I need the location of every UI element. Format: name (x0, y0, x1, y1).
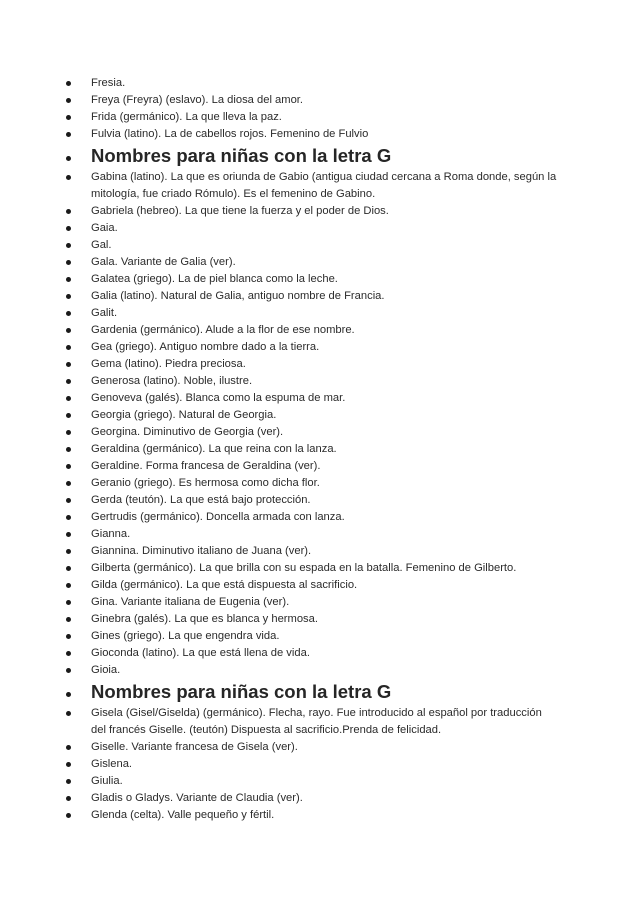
list-item (0, 271, 638, 288)
item-text: Freya (Freyra) (eslavo). La diosa del amor. (91, 94, 304, 106)
item-text: Gaia. (91, 222, 118, 234)
list-item (0, 126, 638, 143)
list-item (0, 773, 638, 790)
list-item (0, 237, 638, 254)
bullet-icon (66, 464, 71, 469)
item-text: Georgina. Diminutivo de Georgia (ver). (91, 426, 284, 438)
bullet-icon (66, 498, 71, 503)
bullet-icon (66, 549, 71, 554)
list-item (0, 356, 638, 373)
list-item (0, 305, 638, 322)
list-item (0, 169, 638, 203)
item-text: Gioconda (latino). La que está llena de vida. (91, 647, 310, 659)
bullet-icon (66, 617, 71, 622)
list-item (0, 807, 638, 824)
item-text: Frida (germánico). La que lleva la paz. (91, 111, 282, 123)
bullet-icon (66, 328, 71, 333)
list-item (0, 705, 638, 739)
bullet-icon (66, 692, 71, 697)
item-text: Galit. (91, 307, 118, 319)
bullet-icon (66, 98, 71, 103)
item-text: Geranio (griego). Es hermosa como dicha flor. (91, 477, 320, 489)
item-text: Gema (latino). Piedra preciosa. (91, 358, 246, 370)
item-text: Gabriela (hebreo). La que tiene la fuerza y el poder de Dios. (91, 205, 389, 217)
bullet-icon (66, 396, 71, 401)
list-item (0, 75, 638, 92)
bullet-icon (66, 156, 71, 161)
item-text: Glenda (celta). Valle pequeño y fértil. (91, 809, 275, 821)
item-text: Gabina (latino). La que es oriunda de Gabio (antigua ciudad cercana a Roma donde, según la mitología, fue criado Rómulo). Es el femenino de Gabino. (91, 171, 557, 200)
item-text: Gisela (Gisel/Giselda) (germánico). Flecha, rayo. Fue introducido al español por traducción del francés Giselle. (teutón) Dispuesta al sacrificio.Prenda de felicidad. (91, 707, 542, 736)
item-text: Fresia. (91, 77, 126, 89)
item-text: Gal. (91, 239, 112, 251)
list-item (0, 254, 638, 271)
item-text: Gina. Variante italiana de Eugenia (ver). (91, 596, 290, 608)
list-item (0, 790, 638, 807)
heading-text: Nombres para niñas con la letra G (91, 681, 392, 702)
list-item (0, 339, 638, 356)
bullet-icon (66, 209, 71, 214)
list-item (0, 526, 638, 543)
bullet-icon (66, 711, 71, 716)
item-text: Fulvia (latino). La de cabellos rojos. Femenino de Fulvio (91, 128, 369, 140)
bullet-icon (66, 260, 71, 265)
item-text: Gertrudis (germánico). Doncella armada con lanza. (91, 511, 345, 523)
bullet-icon (66, 481, 71, 486)
bullet-icon (66, 294, 71, 299)
item-text: Genoveva (galés). Blanca como la espuma de mar. (91, 392, 346, 404)
bullet-icon (66, 379, 71, 384)
list-item (0, 373, 638, 390)
item-text: Gianna. (91, 528, 131, 540)
item-text: Gladis o Gladys. Variante de Claudia (ver). (91, 792, 303, 804)
item-text: Generosa (latino). Noble, ilustre. (91, 375, 253, 387)
item-text: Gardenia (germánico). Alude a la flor de ese nombre. (91, 324, 355, 336)
names-list (0, 75, 638, 824)
item-text: Giselle. Variante francesa de Gisela (ver). (91, 741, 298, 753)
list-item (0, 577, 638, 594)
bullet-icon (66, 583, 71, 588)
bullet-icon (66, 515, 71, 520)
item-text: Giannina. Diminutivo italiano de Juana (ver). (91, 545, 312, 557)
list-item (0, 628, 638, 645)
list-item (0, 662, 638, 679)
bullet-icon (66, 115, 71, 120)
list-item (0, 220, 638, 237)
item-text: Gala. Variante de Galia (ver). (91, 256, 236, 268)
list-item (0, 560, 638, 577)
list-item (0, 390, 638, 407)
list-item (0, 109, 638, 126)
list-item (0, 288, 638, 305)
bullet-icon (66, 243, 71, 248)
bullet-icon (66, 762, 71, 767)
item-text: Georgia (griego). Natural de Georgia. (91, 409, 277, 421)
bullet-icon (66, 311, 71, 316)
bullet-icon (66, 132, 71, 137)
bullet-icon (66, 796, 71, 801)
list-item (0, 322, 638, 339)
bullet-icon (66, 566, 71, 571)
item-text: Galia (latino). Natural de Galia, antiguo nombre de Francia. (91, 290, 385, 302)
bullet-icon (66, 668, 71, 673)
item-text: Ginebra (galés). La que es blanca y hermosa. (91, 613, 318, 625)
item-text: Galatea (griego). La de piel blanca como la leche. (91, 273, 338, 285)
list-item (0, 594, 638, 611)
list-item (0, 739, 638, 756)
list-item (0, 756, 638, 773)
list-item (0, 645, 638, 662)
item-text: Gioia. (91, 664, 121, 676)
bullet-icon (66, 430, 71, 435)
list-item (0, 424, 638, 441)
bullet-icon (66, 345, 71, 350)
list-item (0, 509, 638, 526)
bullet-icon (66, 745, 71, 750)
bullet-icon (66, 175, 71, 180)
list-item (0, 407, 638, 424)
document-page (0, 75, 638, 824)
list-item (0, 543, 638, 560)
bullet-icon (66, 651, 71, 656)
bullet-icon (66, 277, 71, 282)
item-text: Gerda (teutón). La que está bajo protección. (91, 494, 311, 506)
list-item (0, 92, 638, 109)
bullet-icon (66, 600, 71, 605)
bullet-icon (66, 634, 71, 639)
bullet-icon (66, 779, 71, 784)
item-text: Geraldine. Forma francesa de Geraldina (ver). (91, 460, 321, 472)
list-item (0, 475, 638, 492)
bullet-icon (66, 813, 71, 818)
item-text: Gilberta (germánico). La que brilla con su espada en la batalla. Femenino de Gilberto. (91, 562, 517, 574)
item-text: Geraldina (germánico). La que reina con la lanza. (91, 443, 337, 455)
list-item (0, 611, 638, 628)
item-text: Gea (griego). Antiguo nombre dado a la tierra. (91, 341, 320, 353)
section-heading (0, 679, 638, 705)
bullet-icon (66, 226, 71, 231)
list-item (0, 203, 638, 220)
item-text: Gilda (germánico). La que está dispuesta al sacrificio. (91, 579, 358, 591)
bullet-icon (66, 532, 71, 537)
list-item (0, 492, 638, 509)
bullet-icon (66, 413, 71, 418)
item-text: Gines (griego). La que engendra vida. (91, 630, 280, 642)
bullet-icon (66, 362, 71, 367)
bullet-icon (66, 81, 71, 86)
list-item (0, 458, 638, 475)
item-text: Gislena. (91, 758, 133, 770)
list-item (0, 441, 638, 458)
bullet-icon (66, 447, 71, 452)
heading-text: Nombres para niñas con la letra G (91, 145, 392, 166)
item-text: Giulia. (91, 775, 123, 787)
section-heading (0, 143, 638, 169)
